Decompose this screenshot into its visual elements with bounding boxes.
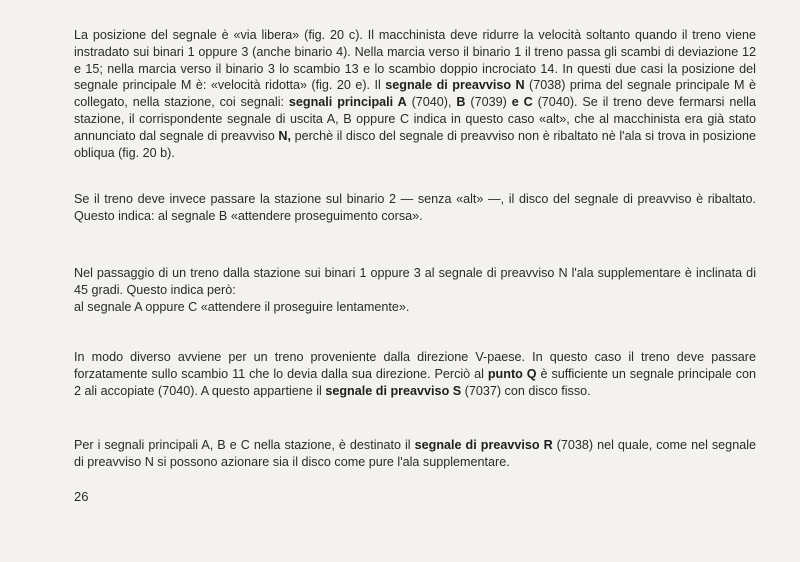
- paragraph-signal-positions: [74, 27, 756, 161]
- text-run: Nel passaggio di un treno dalla stazione sui binari 1 oppure 3 al segnale di preavviso N l'ala supplementare è inclinata di 45 gradi. Questo indica però:: [74, 266, 756, 297]
- text-run: (7039): [465, 95, 512, 110]
- paragraph-binario-2: [74, 191, 756, 225]
- bold-term: segnale di preavviso N: [385, 78, 525, 93]
- text-run: La posizione del segnale è «via libera» (fig. 20 c). Il macchinista deve ridurre la velocità soltanto quando il treno viene instradato sui binari 1 oppure 3 (anche binario 4). Nella marcia verso il binario 1 il treno passa gli scambi di deviazione 12 e 15; nella marcia verso il binario 3 lo scambio 13 e lo scambio doppio incrociato 14. In questi due casi la posizione del segnale principale M è: «velocità ridotta» (fig. 20 e). Il: [74, 28, 756, 93]
- text-run: (7040),: [406, 95, 457, 110]
- bold-term: segnale di preavviso S: [325, 383, 462, 398]
- text-run: (7040). Se il treno deve fermarsi nella stazione, il corrispondente segnale di uscita A, B oppure C indica in questo caso «alt», che al macchinista era già stato annunciato dal segnale di preavviso: [74, 95, 756, 143]
- text-run: (7038) prima del segnale principale M è collegato, nella stazione, coi segnali:: [74, 78, 756, 110]
- bold-term: segnale di preavviso R: [414, 438, 553, 452]
- bold-term: B: [456, 95, 466, 110]
- bold-term: N,: [278, 128, 291, 143]
- text-run: al segnale A oppure C «attendere il proseguire lentamente».: [74, 299, 410, 314]
- paragraph-preavviso-r: [74, 437, 756, 471]
- paragraph-v-paese: [74, 349, 756, 399]
- text-run: (7037) con disco fisso.: [461, 383, 591, 398]
- text-run: (7038) nel quale, come nel segnale di preavviso N si possono azionare sia il disco come pure l'ala supplementare.: [74, 438, 756, 469]
- page-number: 26: [74, 489, 89, 504]
- paragraph-supplementary-wing: [74, 265, 756, 315]
- bold-term: e C: [511, 95, 533, 110]
- bold-term: punto Q: [487, 366, 537, 381]
- text-run: In modo diverso avviene per un treno proveniente dalla direzione V-paese. In questo caso il treno deve passare forzatamente sullo scambio 11 che lo devia dalla sua direzione. Perciò al: [74, 350, 756, 381]
- text-run: Per i segnali principali A, B e C nella stazione, è destinato il: [74, 438, 415, 452]
- text-run: perchè il disco del segnale di preavviso non è ribaltato nè l'ala si trova in posizione obliqua (fig. 20 b).: [74, 128, 756, 160]
- text-run: è sufficiente un segnale principale con 2 ali accopiate (7040). A questo appartiene il: [74, 366, 756, 398]
- text-run: Se il treno deve invece passare la stazione sul binario 2 — senza «alt» —, il disco del segnale di preavviso è ribaltato. Questo indica: al segnale B «attendere proseguimento corsa».: [74, 192, 756, 223]
- bold-term: segnali principali A: [288, 95, 407, 110]
